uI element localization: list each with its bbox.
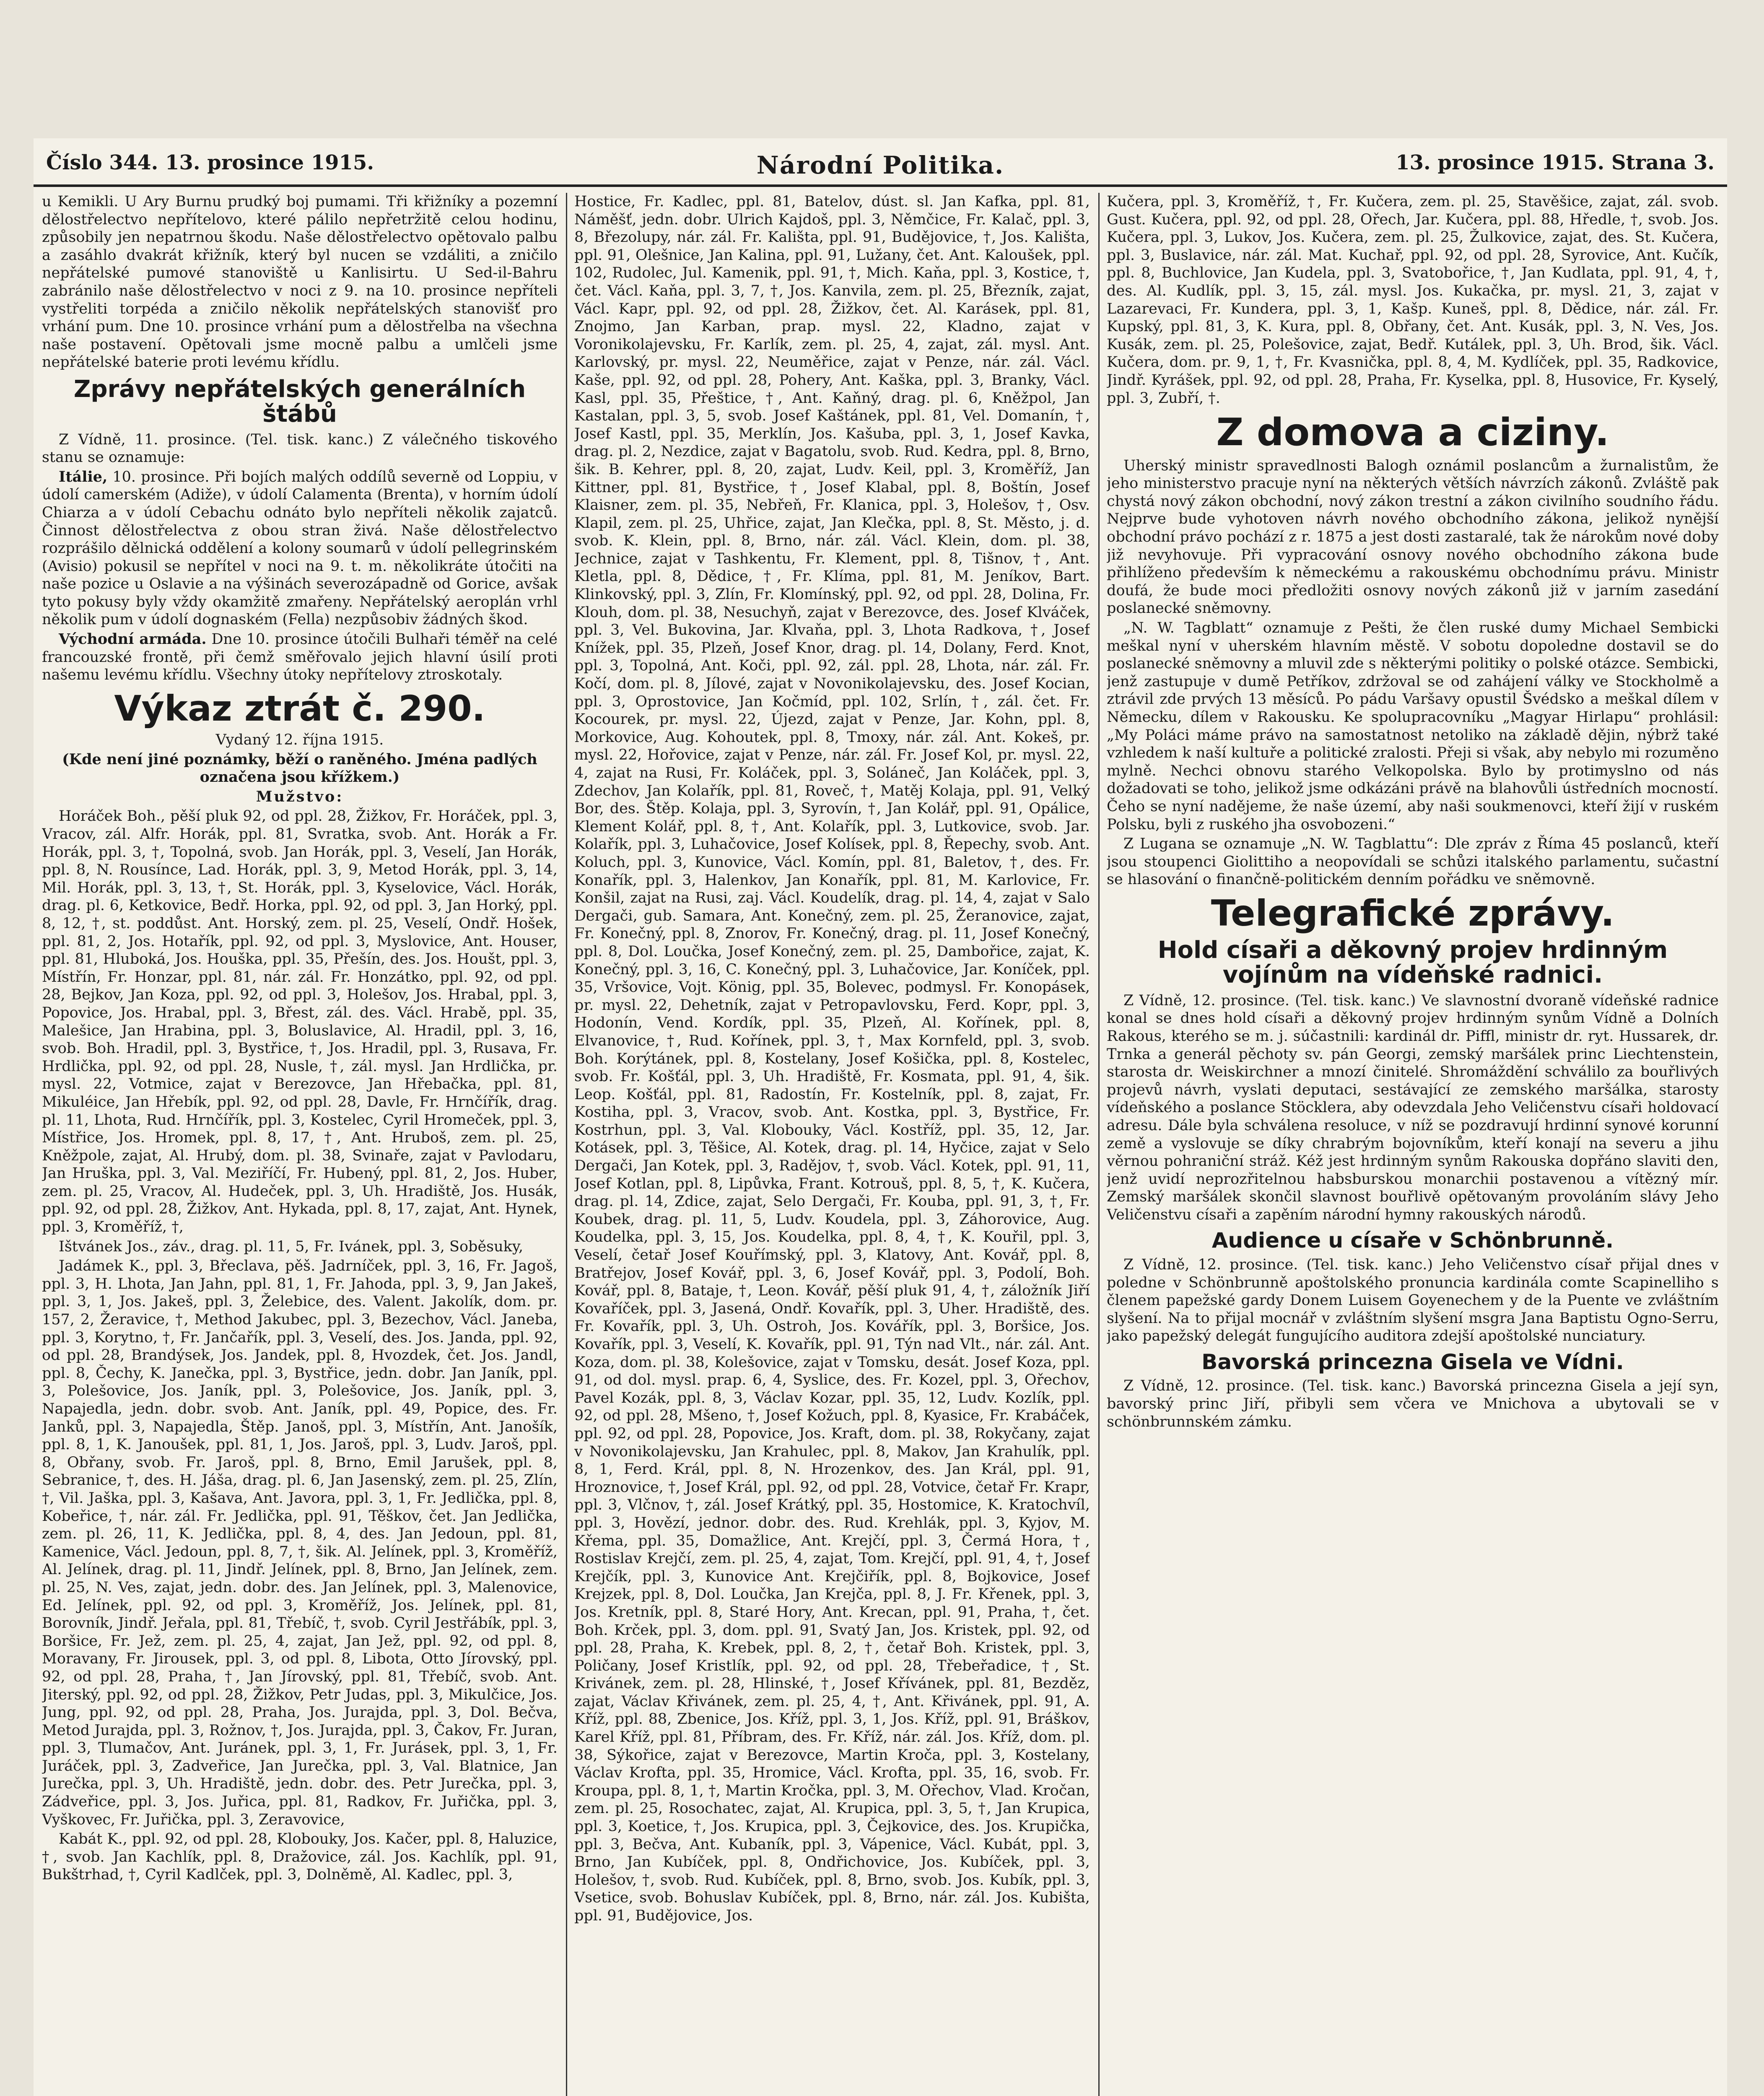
headline-tribute-emperor: Hold císaři a děkovný projev hrdinným vojínům na vídeňské radnici. <box>1157 936 1668 988</box>
article-text: „N. W. Tagblatt“ oznamuje z Pešti, že člen ruské dumy Michael Sembicki meškal nyní v uherském hlavním městě. V sobotu dopoledne dostavil se do poslanecké sněmovny a mluvil zde s některými politiky o polské otázce. Sembicki, jenž zastupuje v dumě Petříkov, zdržoval se od zahájení války ve Stockholmě a ztrávil zde prvých 13 měsíců. Po pádu Varšavy opustil Švédsko a meškal dílem v Německu, dílem v Rakousku. Ke spolupracovníku „Magyar Hirlapu“ prohlásil: „My Poláci máme právo na samostatnost netoliko na základě dějin, nýbrž také vzhledem k naší kultuře a politické zralosti. Přeji si však, aby nebylo mi rozuměno mylně. Nechci obnovu starého Velkopolska. Bylo by protimyslno od nás dožadovati se toho, jelikož jsme odkázáni právě na blahovůli ústředních mocností. Čeho se nyní nadějeme, že naše území, aby naši soukmenovci, kteří žijí v ruském Polsku, byli z ruského jha osvobozeni.“ <box>1107 619 1719 833</box>
casualty-list-text: Kučera, ppl. 3, Kroměříž, †, Fr. Kučera, zem. pl. 25, Stavěšice, zajat, zál. svob. Gust. Kučera, ppl. 92, od ppl. 28, Ořech, Jar. Kučera, ppl. 88, Hředle, †, svob. Jos. Kučera, ppl. 3, Lukov, Jos. Kučera, zem. pl. 25, Žulkovice, zajat, des. St. Kučera, ppl. 3, Buslavice, nár. zál. Mat. Kuchař, ppl. 92, od ppl. 28, Syrovice, Ant. Kučík, ppl. 8, Buchlovice, Jan Kudela, ppl. 3, Svatobořice, †, Jan Kudlata, ppl. 91, 4, †, des. Al. Kudlík, ppl. 3, 15, zál. mysl. Jos. Kukačka, pr. mysl. 21, 3, zajat v Lazarevaci, Fr. Kundera, ppl. 3, 1, Kašp. Kuneš, ppl. 8, Dědice, nár. zál. Fr. Kupský, ppl. 81, 3, K. Kura, ppl. 8, Obřany, čet. Ant. Kusák, ppl. 3, N. Ves, Jos. Kusák, zem. pl. 25, Polešovice, zajat, Bedř. Kutálek, ppl. 3, Uh. Brod, šik. Václ. Kučera, dom. pr. 9, 1, †, Fr. Kvasnička, ppl. 8, 4, M. Kydlíček, ppl. 35, Radkovice, Jindř. Kyrášek, ppl. 92, od ppl. 28, Praha, Fr. Kyselka, ppl. 8, Husovice, Fr. Kyselý, ppl. 3, Zubří, †. <box>1107 193 1719 407</box>
page-number: 13. prosince 1915. Strana 3. <box>1396 151 1715 174</box>
article-text: u Kemikli. U Ary Burnu prudký boj pumami. Tři křižníky a pozemní dělostřelectvo nepřítelovo, které pálilo nepřetržitě celou hodinu, způsobily jen nepatrnou škodu. Naše dělostřelectvo opětovalo palbu a zasáhlo dvakrát křižník, který byl nucen se vzdáliti, a zničilo nepřátelské pumové stanoviště u Kanlisirtu. U Sed-il-Bahru zabránilo naše dělostřelectvo v noci z 9. na 10. prosince nepříteli vystřeliti torpéda a zničilo několik nepřátelských stanovišť pro vrhání pum. Dne 10. prosince vrhání pum a dělostřelba na všechna naše postavení. Opětovali jsme mocně palbu a umlčeli jsme nepřátelské baterie proti levému křídlu. <box>42 193 558 371</box>
casualty-list-text: Jadámek K., ppl. 3, Břeclava, pěš. Jadrníček, ppl. 3, 16, Fr. Jagoš, ppl. 3, H. Lhota, Jan Jahn, ppl. 81, 1, Fr. Jahoda, ppl. 3, 9, Jan Jakeš, ppl. 3, 1, Jos. Jakeš, ppl. 3, Želebice, des. Valent. Jakolík, dom. pr. 157, 2, Žeravice, †, Method Jakubec, ppl. 3, Bezechov, Václ. Janeba, ppl. 3, Korytno, †, Fr. Jančařík, ppl. 3, Veselí, des. Jos. Janda, ppl. 92, od ppl. 28, Brandýsek, Jos. Jandek, ppl. 8, Hvozdek, čet. Jos. Jandl, ppl. 8, Čechy, K. Janečka, ppl. 3, Bystřice, jedn. dobr. Jan Janík, ppl. 3, Polešovice, Jos. Janík, ppl. 3, Polešovice, Jos. Janík, ppl. 3, Napajedla, jedn. dobr. svob. Ant. Janík, ppl. 49, Popice, des. Fr. Janků, ppl. 3, Napajedla, Štěp. Janoš, ppl. 3, Místřín, Ant. Janošík, ppl. 8, 1, K. Janoušek, ppl. 81, 1, Jos. Jaroš, ppl. 3, Ludv. Jaroš, ppl. 8, Obřany, svob. Fr. Jaroš, ppl. 8, Brno, Emil Jarušek, ppl. 8, Sebranice, †, des. H. Jáša, drag. pl. 6, Jan Jasenský, zem. pl. 25, Zlín, †, Vil. Jaška, ppl. 3, Kašava, Ant. Javora, ppl. 3, 1, Fr. Jedlička, ppl. 8, Kobeřice, †, nár. zál. Fr. Jedlička, ppl. 91, Těškov, čet. Jan Jedlička, zem. pl. 26, 11, K. Jedlička, ppl. 8, 4, des. Jan Jedoun, ppl. 81, Kamenice, Václ. Jedoun, ppl. 8, 7, †, šik. Al. Jelínek, ppl. 3, Kroměříž, Al. Jelínek, drag. pl. 11, Jindř. Jelínek, ppl. 8, Brno, Jan Jelínek, zem. pl. 25, N. Ves, zajat, jedn. dobr. des. Jan Jelínek, ppl. 3, Malenovice, Ed. Jelínek, ppl. 92, od ppl. 3, Kroměříž, Jos. Jelínek, ppl. 81, Borovník, Jindř. Jeřala, ppl. 81, Třebíč, †, svob. Cyril Jestřábík, ppl. 3, Boršice, Fr. Jež, zem. pl. 25, 4, zajat, Jan Jež, ppl. 92, od ppl. 8, Moravany, Fr. Jirousek, ppl. 3, od ppl. 8, Libota, Otto Jírovský, ppl. 92, od ppl. 28, Praha, †, Jan Jírovský, ppl. 81, Třebíč, svob. Ant. Jiterský, ppl. 92, od ppl. 28, Žižkov, Petr Judas, ppl. 3, Mikulčice, Jos. Jung, ppl. 92, od ppl. 28, Praha, Jos. Jurajda, ppl. 3, Dol. Bečva, Metod Jurajda, ppl. 3, Rožnov, †, Jos. Jurajda, ppl. 3, Čakov, Fr. Juran, ppl. 3, Tlumačov, Ant. Juránek, ppl. 3, 1, Fr. Jurásek, ppl. 3, 1, Fr. Juráček, ppl. 3, Zadveřice, Jan Jurečka, ppl. 3, Val. Blatnice, Jan Jurečka, ppl. 3, Uh. Hradiště, jedn. dobr. des. Petr Jurečka, ppl. 3, Zádveřice, ppl. 3, Jos. Juřica, ppl. 81, Radkov, Fr. Juřička, ppl. 3, Vyškovec, Fr. Juřička, ppl. 3, Zeravovice, <box>42 1258 558 1828</box>
headline-audience: Audience u císaře v Schönbrunně. <box>1211 1228 1614 1253</box>
casualty-note: (Kde není jiné poznámky, běží o raněného. Jména padlých označena jsou křížkem.) <box>62 750 537 786</box>
issued-date: Vydaný 12. října 1915. <box>215 732 384 749</box>
newspaper-title: Národní Politika. <box>756 151 1004 179</box>
newspaper-page <box>34 138 1727 2096</box>
article-text <box>42 630 558 684</box>
dateline-text: Z Vídně, 11. prosince. (Tel. tisk. kanc.) Z válečného tiskového stanu se oznamuje: <box>42 431 558 466</box>
subheading-italy: Itálie, <box>59 468 108 485</box>
casualty-list-text: Hostice, Fr. Kadlec, ppl. 81, Batelov, dúst. sl. Jan Kafka, ppl. 81, Náměšť, jedn. dobr. Ulrich Kajdoš, ppl. 3, Němčice, Fr. Kalač, ppl. 3, 8, Březolupy, nár. zál. Fr. Kališta, ppl. 91, Budějovice, †, Jos. Kališta, ppl. 91, Olešnice, Jan Kalina, ppl. 91, Lužany, čet. Ant. Kaloušek, ppl. 102, Rudolec, Jul. Kamenik, ppl. 91, †, Mich. Kaňa, ppl. 3, Kostice, †, čet. Václ. Kaňa, ppl. 3, 7, †, Jos. Kanvila, zem. pl. 25, Březník, zajat, Václ. Kapr, ppl. 92, od ppl. 28, Žižkov, čet. Al. Karásek, ppl. 81, Znojmo, Jan Karban, prap. mysl. 22, Kladno, zajat v Voronikolajevsku, Fr. Karlík, zem. pl. 25, 4, zajat, zál. mysl. Ant. Karlovský, pr. mysl. 22, Neuměřice, zajat v Penze, nár. zál. Václ. Kaše, ppl. 92, od ppl. 28, Pohery, Ant. Kaška, ppl. 3, Branky, Václ. Kasl, ppl. 35, Přeštice, †, Ant. Kaňný, drag. pl. 6, Kněžpol, Jan Kastalan, ppl. 3, 5, svob. Josef Kaštánek, ppl. 81, Vel. Domanín, †, Josef Kastl, ppl. 35, Merklín, Jos. Kašuba, ppl. 3, 1, Josef Kavka, drag. pl. 2, Nezdice, zajat v Bagatolu, svob. Rud. Kedra, ppl. 8, Brno, šik. B. Kehrer, ppl. 8, 20, zajat, Ludv. Keil, ppl. 3, Kroměříž, Jan Kittner, ppl. 81, Bystřice, †, Josef Klabal, ppl. 8, Boštín, Josef Klaisner, zem. pl. 35, Nebřeň, Fr. Klanica, ppl. 3, Holešov, †, Osv. Klapil, zem. pl. 25, Uhřice, zajat, Jan Klečka, ppl. 8, St. Město, j. d. svob. K. Klein, ppl. 8, Brno, nár. zál. Václ. Klein, dom. pl. 38, Jechnice, zajat v Tashkentu, Fr. Klement, ppl. 8, Tišnov, †, Ant. Kletla, ppl. 8, Dědice, †, Fr. Klíma, ppl. 81, M. Jeníkov, Bart. Klinkovský, ppl. 3, Zlín, Fr. Klomínský, ppl. 92, od ppl. 28, Dolina, Fr. Klouh, dom. pl. 38, Nesuchyň, zajat v Berezovce, des. Josef Klváček, ppl. 3, Vel. Bukovina, Jar. Klvaňa, ppl. 3, Lhota Radkova, †, Josef Knížek, ppl. 35, Plzeň, Josef Knor, drag. pl. 14, Dolany, Ferd. Knot, ppl. 3, Topolná, Ant. Koči, ppl. 92, zál. ppl. 28, Lhota, nár. zál. Fr. Kočí, dom. pl. 8, Jílové, zajat v Novonikolajevsku, des. Josef Kocian, ppl. 3, Oprostovice, Jan Kočmíd, ppl. 102, Srlín, †, zál. čet. Fr. Kocourek, pr. mysl. 22, Újezd, zajat v Penze, Jar. Kohn, ppl. 8, Morkovice, Aug. Kohoutek, ppl. 8, Tmoxy, nár. zál. Ant. Kokeš, pr. mysl. 22, Hořovice, zajat v Penze, nár. zál. Fr. Josef Kol, pr. mysl. 22, 4, zajat na Rusi, Fr. Koláček, ppl. 3, Soláneč, Jan Koláček, ppl. 3, Zdechov, Jan Kolařík, ppl. 81, Roveč, †, Matěj Kolaja, ppl. 91, Velký Bor, des. Štěp. Kolaja, ppl. 3, Syrovín, †, Jan Kolář, ppl. 91, Opálice, Klement Kolář, ppl. 8, †, Ant. Kolařík, ppl. 3, Lutkovice, svob. Jar. Kolařík, ppl. 3, Luhačovice, Josef Kolísek, ppl. 8, Řepechy, svob. Ant. Koluch, ppl. 3, Kunovice, Václ. Komín, ppl. 81, Baletov, †, des. Fr. Konařík, ppl. 3, Halenkov, Jan Konařík, ppl. 81, M. Karlovice, Fr. Konšil, zajat na Rusi, zaj. Václ. Koudelík, drag. pl. 14, 4, zajat v Salo Dergači, gub. Samara, Ant. Konečný, zem. pl. 25, Žeranovice, zajat, Fr. Konečný, ppl. 8, Znorov, Fr. Konečný, drag. pl. 11, Josef Konečný, ppl. 8, Dol. Loučka, Josef Konečný, zem. pl. 25, Dambořice, zajat, K. Konečný, ppl. 3, 16, C. Konečný, ppl. 3, Luhačovice, Jar. Koníček, ppl. 35, Vršovice, Vojt. König, ppl. 35, Bolevec, podmysl. Fr. Konopásek, pr. mysl. 22, Dehetník, zajat v Petropavlovsku, Ferd. Kopr, ppl. 3, Hodonín, Vend. Kordík, ppl. 35, Plzeň, Al. Kořínek, ppl. 8, Elvanovice, †, Rud. Kořínek, ppl. 3, †, Max Kornfeld, ppl. 3, svob. Boh. Korýtánek, ppl. 8, Kostelany, Josef Košička, ppl. 8, Kostelec, svob. Fr. Košťál, ppl. 3, Uh. Hradiště, Fr. Kosmata, ppl. 91, 4, šik. Leop. Košťál, ppl. 81, Radostín, Fr. Kostelník, ppl. 8, zajat, Fr. Kostiha, ppl. 3, Vracov, svob. Ant. Kostka, ppl. 3, Bystřice, Fr. Kostrhun, ppl. 3, Val. Klobouky, Václ. Kostříž, ppl. 35, 12, Jar. Kotásek, ppl. 3, Těšice, Al. Kotek, drag. pl. 14, Hyčice, zajat v Selo Dergači, Jan Kotek, ppl. 3, Radějov, †, svob. Václ. Kotek, ppl. 91, 11, Josef Kotlan, ppl. 8, Lipůvka, Frant. Kotrouš, ppl. 8, 5, †, K. Kučera, drag. pl. 14, Zdice, zajat, Selo Dergači, Fr. Kouba, ppl. 91, 3, †, Fr. Koubek, drag. pl. 11, 5, Ludv. Koudela, ppl. 3, Záhorovice, Aug. Koudelka, ppl. 3, 15, Jos. Koudelka, ppl. 8, 4, †, K. Kouřil, ppl. 3, Veselí, četař Josef Kouřímský, ppl. 3, Klatovy, Ant. Kovář, ppl. 8, Bratřejov, Josef Kovář, ppl. 3, 6, Josef Kovář, ppl. 3, Podolí, Boh. Kovář, ppl. 8, Bataje, †, Leon. Kovář, pěší pluk 91, 4, †, záložník Jiří Kovaříček, ppl. 3, Jasená, Ondř. Kovařík, ppl. 3, Uher. Hradiště, des. Fr. Kovařík, ppl. 3, Uh. Ostroh, Jos. Kovářík, ppl. 3, Boršice, Jos. Kovařík, ppl. 3, Veselí, K. Kovařík, ppl. 91, Týn nad Vlt., nár. zál. Ant. Koza, dom. pl. 38, Kolešovice, zajat v Tomsku, desát. Josef Koza, ppl. 91, od dol. mysl. prap. 6, 4, Syslice, des. Fr. Kozel, ppl. 3, Ořechov, Pavel Kozák, ppl. 8, 3, Václav Kozar, ppl. 35, 12, Ludv. Kozlík, ppl. 92, od ppl. 28, Mšeno, †, Josef Kožuch, ppl. 8, Kyasice, Fr. Krabáček, ppl. 92, od ppl. 28, Popovice, Jos. Kraft, dom. pl. 38, Rokyčany, zajat v Novonikolajevsku, Jan Krahulec, ppl. 8, Makov, Jan Krahulík, ppl. 8, 1, Ferd. Král, ppl. 8, N. Hrozenkov, des. Jan Král, ppl. 91, Hroznovice, †, Josef Král, ppl. 92, od ppl. 28, Votvice, četař Fr. Krapr, ppl. 3, Vlčnov, †, zál. Josef Krátký, ppl. 35, Hostomice, K. Kratochvíl, ppl. 3, Hovězí, jednor. dobr. des. Rud. Krehlák, ppl. 3, Kyjov, M. Křema, ppl. 35, Domažlice, Ant. Krejčí, ppl. 3, Čermá Hora, †, Rostislav Krejčí, zem. pl. 25, 4, zajat, Tom. Krejčí, ppl. 91, 4, †, Josef Krejčík, ppl. 3, Kunovice Ant. Krejčiřík, ppl. 8, Bojkovice, Josef Krejzek, ppl. 8, Dol. Loučka, Jan Krejča, ppl. 8, J. Fr. Křenek, ppl. 3, Jos. Kretník, ppl. 8, Staré Hory, Ant. Krecan, ppl. 91, Praha, †, čet. Boh. Krček, ppl. 3, dom. ppl. 91, Svatý Jan, Jos. Kristek, ppl. 92, od ppl. 28, Praha, K. Krebek, ppl. 8, 2, †, četař Boh. Kristek, ppl. 3, Poličany, Josef Kristlík, ppl. 92, od ppl. 28, Třebeřadice, †, St. Krivánek, zem. pl. 28, Hlinské, †, Josef Křívánek, ppl. 81, Bezděz, zajat, Václav Křivánek, zem. pl. 25, 4, †, Ant. Křivánek, ppl. 91, A. Kříž, ppl. 88, Zbenice, Jos. Kříž, ppl. 3, 1, Jos. Kříž, ppl. 91, Bráškov, Karel Kříž, ppl. 81, Příbram, des. Fr. Kříž, nár. zál. Jos. Kříž, dom. pl. 38, Sýkořice, zajat v Berezovce, Martin Kroča, ppl. 3, Kostelany, Václav Krofta, ppl. 35, Hromice, Václ. Krofta, ppl. 35, 16, svob. Fr. Kroupa, ppl. 8, 1, †, Martin Kročka, ppl. 3, M. Ořechov, Vlad. Kročan, zem. pl. 25, Rosochatec, zajat, Al. Krupica, ppl. 3, 5, †, Jan Krupica, ppl. 3, Koetice, †, Jos. Krupica, ppl. 3, Čejkovice, des. Jos. Krupička, ppl. 3, Bečva, Ant. Kubaník, ppl. 3, Vápenice, Václ. Kubát, ppl. 3, Brno, Jan Kubíček, ppl. 8, Ondřichovice, Jos. Kubíček, ppl. 3, Holešov, †, svob. Rud. Kubíček, ppl. 8, Brno, svob. Jos. Kubík, ppl. 3, Vsetice, svob. Bohuslav Kubíček, ppl. 8, Brno, nár. zál. Jos. Kubišta, ppl. 91, Budějovice, Jos. <box>574 193 1090 1924</box>
masthead <box>34 147 1727 187</box>
article-text-eastern: Dne 10. prosince útočili Bulhaři téměř na celé francouzské frontě, při čemž směřovalo jejich hlavní úsilí proti našemu levému křídlu. Všechny útoky nepřítelovy ztroskotaly. <box>42 631 558 684</box>
article-text: Z Vídně, 12. prosince. (Tel. tisk. kanc.) Bavorská princezna Gisela a její syn, bavorský princ Jiří, přibyli sem včera ve Mnichova a ubytovali se v schönbrunnském zámku. <box>1107 1377 1719 1430</box>
casualty-list-text: Horáček Boh., pěší pluk 92, od ppl. 28, Žižkov, Fr. Horáček, ppl. 3, Vracov, zál. Alfr. Horák, ppl. 81, Svratka, svob. Ant. Horák a Fr. Horák, ppl. 3, †, Topolná, svob. Jan Horák, ppl. 3, Veselí, Jan Horák, ppl. 8, N. Rousínce, Lad. Horák, ppl. 3, 9, Metod Horák, ppl. 3, 14, Mil. Horák, ppl. 3, 13, †, St. Horák, ppl. 3, Kyselovice, Václ. Horák, drag. pl. 6, Ketkovice, Bedř. Horka, ppl. 92, od ppl. 3, Jan Horký, ppl. 8, 12, †, st. poddůst. Ant. Horský, zem. pl. 25, Veselí, Ondř. Hošek, ppl. 81, 2, Jos. Hotařík, ppl. 92, od ppl. 3, Myslovice, Ant. Houser, ppl. 81, Hluboká, Jos. Houška, ppl. 35, Přešín, des. Jos. Houšt, ppl. 3, Místřín, Fr. Honzar, ppl. 81, nár. zál. Fr. Honzátko, ppl. 92, od ppl. 28, Bejkov, Jan Koza, ppl. 92, od ppl. 3, Holešov, Jos. Hrabal, ppl. 3, Popovice, Jos. Hrabal, ppl. 3, Břest, zál. des. Václ. Hrabě, ppl. 35, Malešice, Jan Hrabina, ppl. 3, Boluslavice, Al. Hradil, ppl. 3, 16, svob. Boh. Hradil, ppl. 3, Bystřice, †, Jos. Hradil, ppl. 3, Rusava, Fr. Hrdlička, ppl. 92, od ppl. 28, Nusle, †, zál. mysl. Jan Hrdlička, pr. mysl. 22, Votmice, zajat v Berezovce, Jan Hřebačka, ppl. 81, Mikuléice, Jan Hřebík, ppl. 92, od ppl. 28, Davle, Fr. Hrnčířík, drag. pl. 11, Lhota, Rud. Hrnčířík, ppl. 3, Kostelec, Cyril Hromeček, ppl. 3, Místřice, Jos. Hromek, ppl. 8, 17, †, Ant. Hruboš, zem. pl. 25, Kněžpole, zajat, Al. Hrubý, dom. pl. 38, Svinaře, zajat v Pavlodaru, Jan Hruška, ppl. 3, Val. Meziříčí, Fr. Hubený, ppl. 81, 2, Jos. Huber, zem. pl. 25, Vracov, Al. Hudeček, ppl. 3, Uh. Hradiště, Jos. Husák, ppl. 92, od ppl. 28, Žižkov, Ant. Hykada, ppl. 8, 17, zajat, Ant. Hynek, ppl. 3, Kroměříž, †, <box>42 808 558 1236</box>
column-2 <box>574 193 1090 2096</box>
article-text-italy: 10. prosince. Při bojích malých oddílů severně od Loppiu, v údolí camerském (Adiže), v údolí Calamenta (Brenta), v horním údolí Chiarza a v údolí Cebachu odnáto bylo nepříteli několik zajatců. Činnost dělostřelectva z obou stran živá. Naše dělostřelectvo rozprášilo dělnická oddělení a kolony soumarů v údolí pellegrinském (Avisio) pokusil se nepřítel v noci na 9. t. m. několikráte útočiti na naše pozice u Oslavie a na výšinách severozápadně od Gorice, avšak tyto pokusy byly vždy okamžitě zmařeny. Nepřátelský aeroplán vrhl několik pum v údolí dognaském (Fella) nezpůsobiv žádných škod. <box>42 468 558 628</box>
article-text: Uherský ministr spravedlnosti Balogh oznámil poslancům a žurnalistům, že jeho ministerstvo pracuje nyní na některých větších návrzích zákonů. Zvláště pak chystá nový zákon obchodní, nový zákon trestní a zákon civilního soudního řádu. Nejprve bude vyhotoven návrh nového obchodního zákona, jelikož nynější obchodní právo pochází z r. 1875 a jest dosti zastaralé, tak že nárokům nové doby již nevyhovuje. Při vypracování osnovy nového obchodního zákona bude přihlíženo především k německému a rakouskému obchodnímu právu. Ministr doufá, že bude moci předložiti osnovy nových zákonů již v jarním zasedání poslanecké sněmovny. <box>1107 457 1719 617</box>
article-text: Z Vídně, 12. prosince. (Tel. tisk. kanc.) Jeho Veličenstvo císař přijal dnes v poledne v Schönbrunně apoštolského pronuncia kardinála comte Scapinelliho s členem papežské gardy Donem Luisem Goyenechem y de la Puente ve zvláštním slyšení. Na to přijal mocnář v zvláštním slyšení msgra Jana Baptistu Ogno-Serru, jako papežský delegát fungujícího auditora zdejší apoštolské nunciatury. <box>1107 1256 1719 1345</box>
column-3 <box>1107 193 1719 2096</box>
column-1 <box>42 193 558 2096</box>
column-divider <box>566 193 567 2096</box>
headline-enemy-reports: Zprávy nepřátelských generálních štábů <box>73 375 526 428</box>
article-text: Z Vídně, 12. prosince. (Tel. tisk. kanc.) Ve slavnostní dvoraně vídeňské radnice konal se dnes hold císaři a děkovný projev hrdinným synům Vídně a Dolních Rakous, kterého se m. j. súčastnili: kardinál dr. Piffl, ministr dr. ryt. Hussarek, dr. Trnka a generál pěchoty sv. pán Georgi, zemský maršálek princ Liechtenstein, starosta dr. Weiskirchner a mnozí činitelé. Shromáždění schválilo za bouřlivých projevů návrh, vyslati deputaci, sestávající ze zemského maršálka, starosty vídeňského a poslance Stöcklera, aby odevzdala Jeho Veličenstvu císaři holdovací adresu. Dále byla schválena resoluce, v níž se pozdravují hrdinní synové korunní země a vyslovuje se díky chrabrým bojovníkům, kteří konají na severu a jihu věrnou pohraniční stráž. Kéž jest hrdinným synům Rakouska dopřáno slaviti den, jenž uvidí neprozřitelnou habsburskou monarchii postavenou a vítězný mír. Zemský maršálek skončil slavnost bouřlivě opětovaným provoláním slávy Jeho Veličenstvu císaři a zapěním národní hymny rakouských národů. <box>1107 992 1719 1223</box>
section-label-men: Mužstvo: <box>256 788 344 805</box>
article-text: Z Lugana se oznamuje „N. W. Tagblattu“: Dle zpráv z Říma 45 poslanců, kteří jsou stoupenci Giolittiho a neopovídali se schůzi italského parlamentu, sučastní se hlasování o finančně-politickém denním pořádku ve sněmovně. <box>1107 835 1719 888</box>
column-divider <box>1098 193 1100 2096</box>
headline-princess-gisela: Bavorská princezna Gisela ve Vídni. <box>1201 1349 1624 1374</box>
headline-telegraphic-news: Telegrafické zprávy. <box>1211 892 1615 934</box>
issue-number: Číslo 344. 13. prosince 1915. <box>46 151 374 174</box>
headline-casualty-list: Výkaz ztrát č. 290. <box>114 687 485 729</box>
article-text <box>42 468 558 629</box>
subheading-eastern-army: Východní armáda. <box>59 630 207 648</box>
casualty-list-text: Kabát K., ppl. 92, od ppl. 28, Klobouky, Jos. Kačer, ppl. 8, Haluzice, †, svob. Jan Kachlík, ppl. 8, Dražovice, zál. Jos. Kachlík, ppl. 91, Bukštrhad, †, Cyril Kadlček, ppl. 3, Dolněmě, Al. Kadlec, ppl. 3, <box>42 1831 558 1883</box>
casualty-list-text: Ištvánek Jos., záv., drag. pl. 11, 5, Fr. Ivánek, ppl. 3, Soběsuky, <box>59 1238 524 1255</box>
headline-home-abroad: Z domova a ciziny. <box>1216 410 1609 455</box>
